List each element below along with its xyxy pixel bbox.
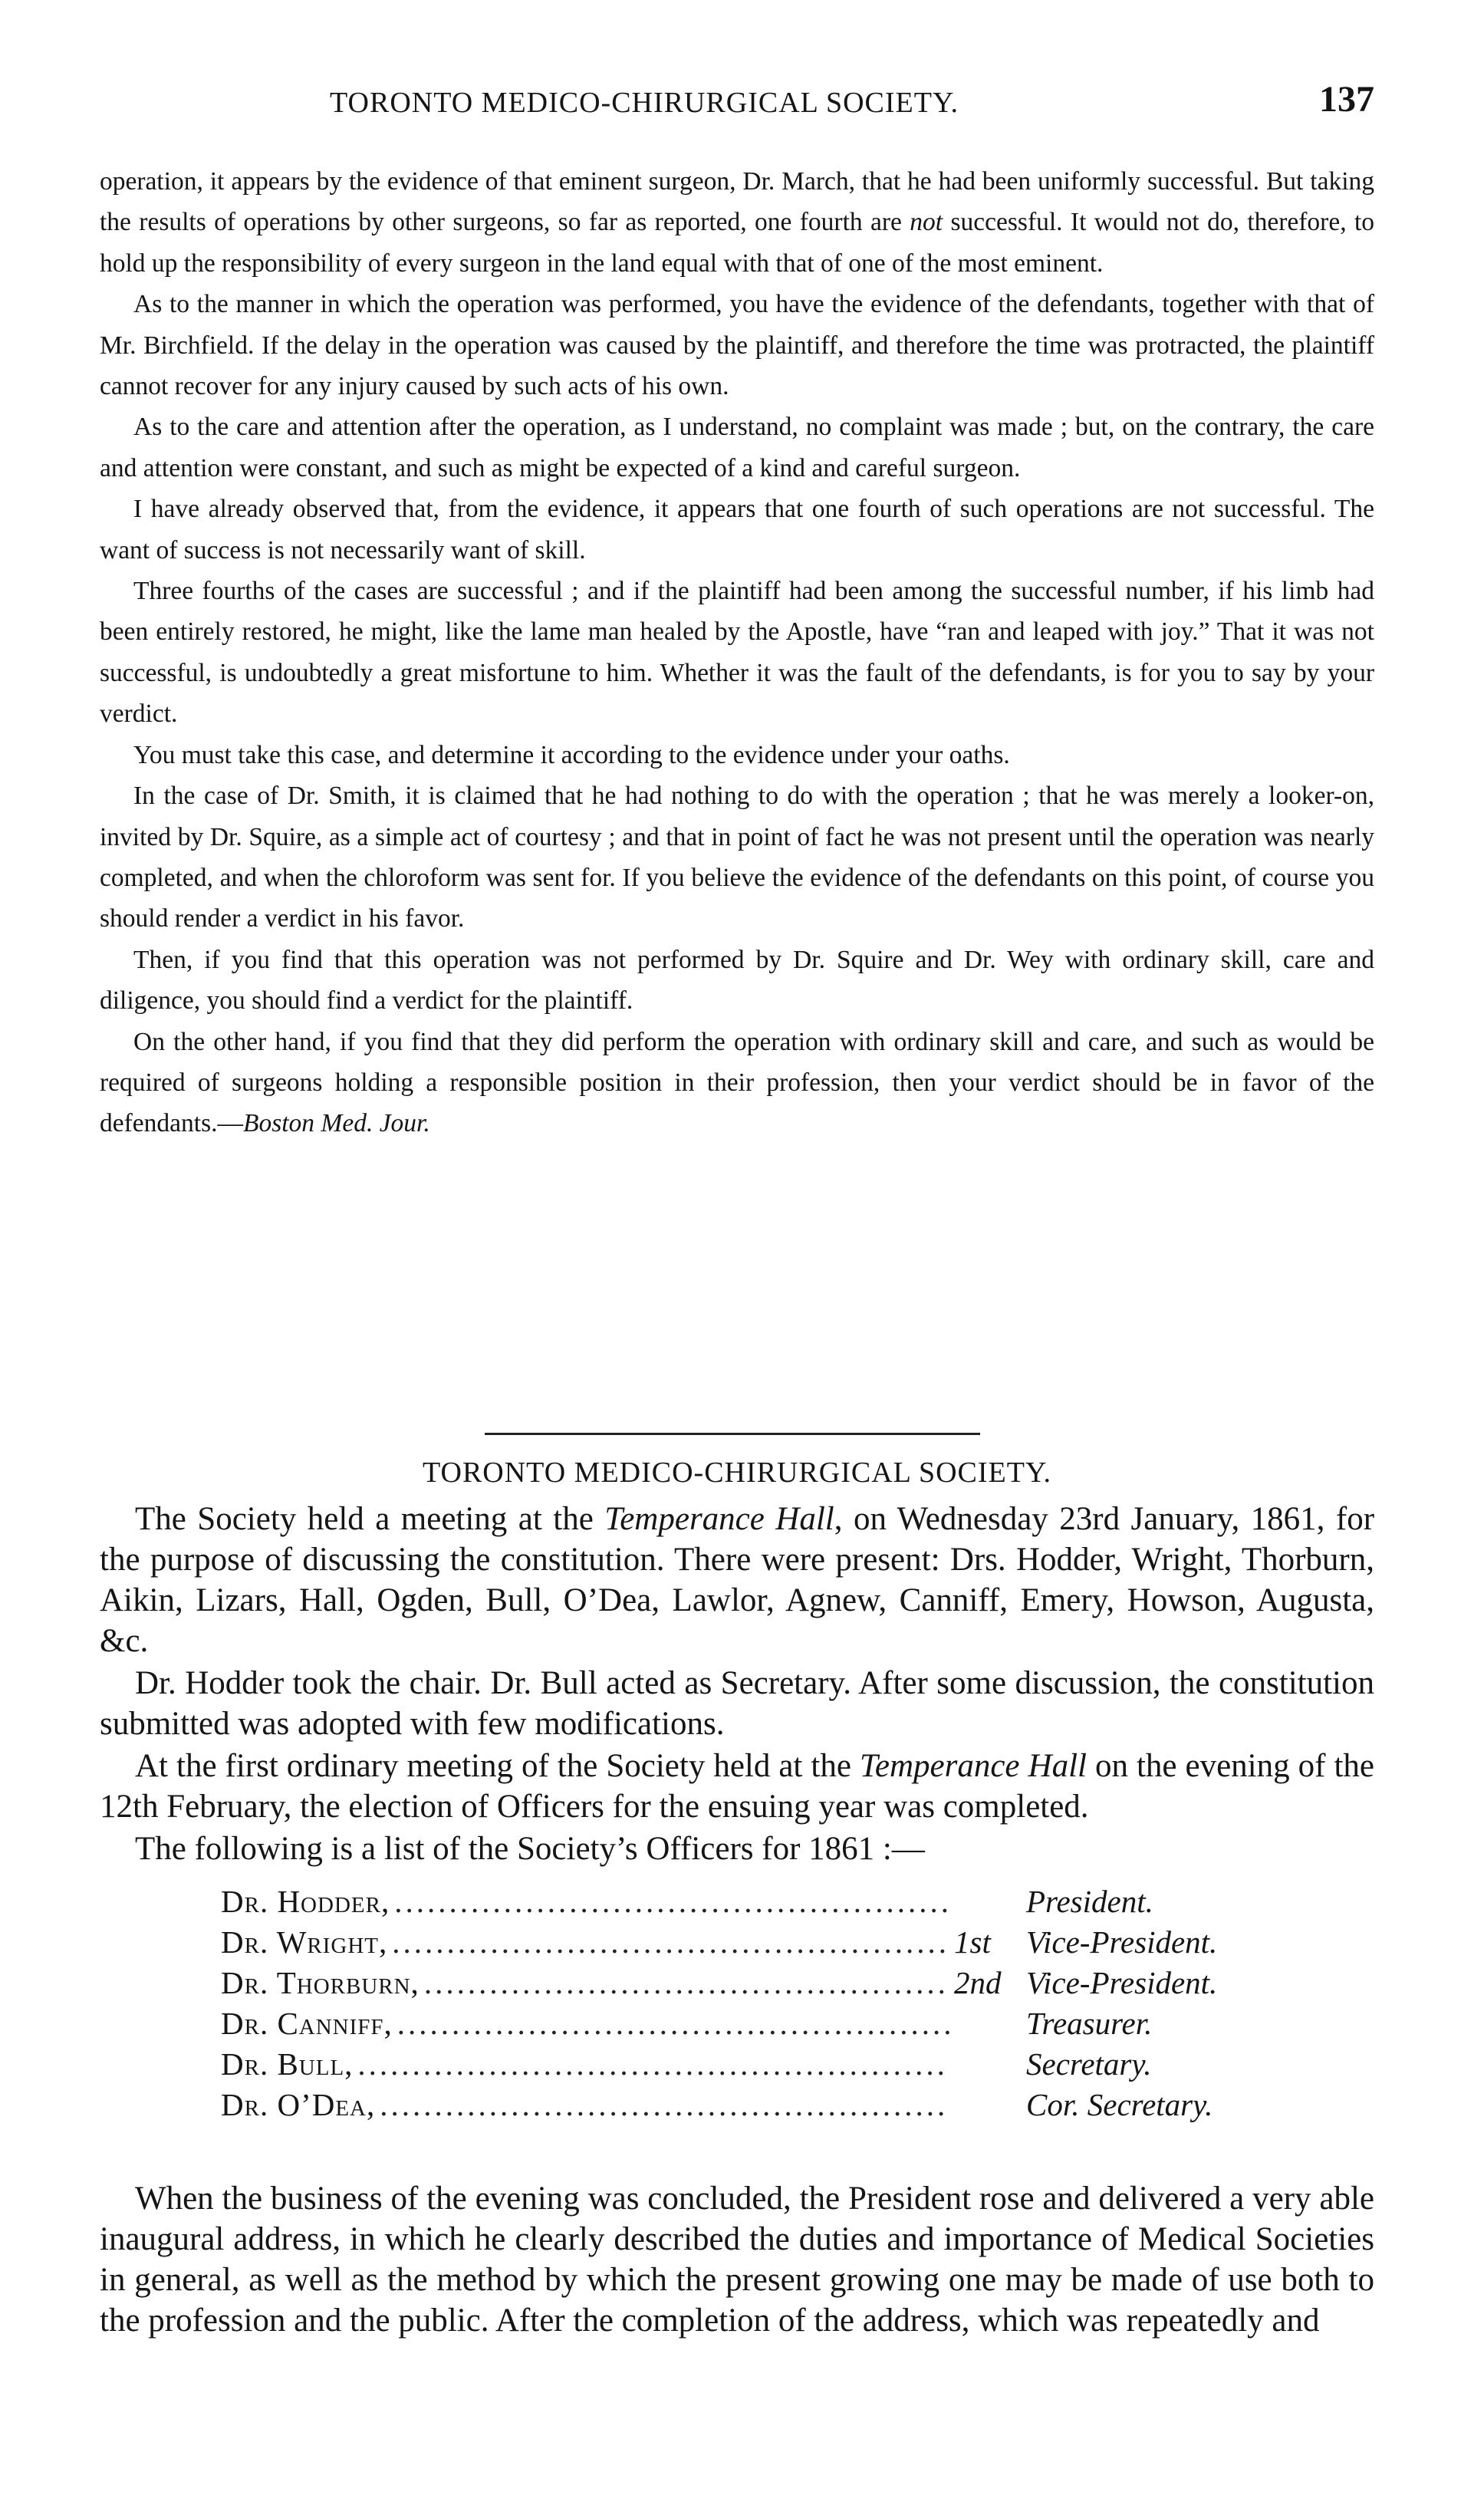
officers-list	[221, 1883, 1279, 2127]
paragraph: In the case of Dr. Smith, it is claimed that he had nothing to do with the operation ; that he was merely a looker-on, invited by Dr. Squire, as a simple act of courtesy ; and that in point of fact he was not present until the operation was nearly completed, and when the chloroform was sent for. If you believe the evidence of the defendants on this point, of course you should render a verdict in his favor.	[100, 782, 1374, 933]
officer-name: Dr. O’Dea,	[221, 2087, 376, 2122]
paragraph: operation, it appears by the evidence of that eminent surgeon, Dr. March, that he had been uniformly successful. But taking the results of operations by other surgeons, so far as reported, one fourth are not successful. It would not do, therefore, to hold up the responsibility of every surgeon in the land equal with that of one of the most eminent.	[100, 167, 1375, 278]
paragraph-text: On the other hand, if you find that they did perform the operation with ordinary skill and care, and such as would be required of surgeons holding a responsible position in their profession, then your verdict should be in favor of the defendants.—	[100, 1027, 1374, 1138]
paragraph: Then, if you find that this operation was not performed by Dr. Squire and Dr. Wey with ordinary skill, care and diligence, you should find a verdict for the plaintiff.	[100, 945, 1374, 1015]
paragraph: The following is a list of the Society’s Officers for 1861 :—	[135, 1831, 925, 1867]
venue-name: Temperance Hall	[604, 1501, 834, 1537]
officer-row	[221, 1924, 1279, 1964]
dot-leader	[392, 1924, 949, 1960]
officer-ordinal: 2nd	[954, 1965, 1002, 2000]
officer-office: Treasurer.	[1026, 2006, 1153, 2041]
officer-row	[221, 1883, 1279, 1924]
officer-name: Dr. Hodder,	[221, 1884, 390, 1919]
paragraph: When the business of the evening was concluded, the President rose and delivered a very able inaugural address, in which he clearly described the duties and importance of Medical Societies in general, as well as the method by which the present growing one may be made of use both to the profession and the public. After the completion of the address, which was repeatedly and	[100, 2181, 1374, 2339]
page-number: 137	[1319, 79, 1374, 120]
officer-office: Cor. Secretary.	[1026, 2087, 1213, 2122]
officer-office: Secretary.	[1026, 2046, 1152, 2082]
paragraph: Dr. Hodder took the chair. Dr. Bull acted as Secretary. After some discussion, the constitution submitted was adopted with few modifications.	[100, 1665, 1374, 1742]
venue-name: Temperance Hall	[859, 1748, 1087, 1784]
paragraph: At the first ordinary meeting of the Society held at the Temperance Hall on the evening of the 12th February, the election of Officers for the ensuing year was completed.	[100, 1748, 1374, 1825]
closing-paragraph-block	[100, 2178, 1374, 2341]
dot-leader	[394, 1883, 949, 1920]
source-citation: Boston Med. Jour.	[242, 1109, 430, 1138]
paragraph: As to the manner in which the operation was performed, you have the evidence of the defendants, together with that of Mr. Birchfield. If the delay in the operation was caused by the plaintiff, and therefore the time was protracted, the plaintiff cannot recover for any injury caused by such acts of his own.	[100, 290, 1374, 401]
officer-row	[221, 2086, 1279, 2127]
paragraph: As to the care and attention after the operation, as I understand, no complaint was made ; but, on the contrary, the care and attention were constant, and such as might be expected of a kind and careful surgeon.	[100, 413, 1374, 482]
section-heading: TORONTO MEDICO-CHIRURGICAL SOCIETY.	[422, 1457, 1051, 1489]
society-report	[100, 1499, 1374, 1869]
officer-name: Dr. Bull,	[221, 2046, 354, 2082]
dot-leader	[380, 2086, 949, 2123]
running-title: TORONTO MEDICO-CHIRURGICAL SOCIETY.	[330, 87, 959, 119]
officer-name: Dr. Wright,	[221, 1924, 388, 1960]
officer-row	[221, 2005, 1279, 2046]
officer-row	[221, 1964, 1279, 2005]
officer-row	[221, 2046, 1279, 2086]
paragraph: Three fourths of the cases are successful ; and if the plaintiff had been among the successful number, if his limb had been entirely restored, he might, like the lame man healed by the Apostle, have “ran and leaped with joy.” That it was not successful, is undoubtedly a great misfortune to him. Whether it was the fault of the defendants, is for you to say by your verdict.	[100, 577, 1374, 729]
paragraph: The Society held a meeting at the Temperance Hall, on Wednesday 23rd January, 1861, for the purpose of discussing the constitution. There were present: Drs. Hodder, Wright, Thorburn, Aikin, Lizars, Hall, Ogden, Bull, O’Dea, Lawlor, Agnew, Canniff, Emery, Howson, Augusta, &c.	[100, 1501, 1375, 1659]
section-divider	[485, 1433, 980, 1435]
paragraph: I have already observed that, from the evidence, it appears that one fourth of such operations are not successful. The want of success is not necessarily want of skill.	[100, 495, 1374, 565]
paragraph	[100, 1022, 1374, 1144]
dot-leader	[424, 1964, 949, 2001]
paragraph: You must take this case, and determine it according to the evidence under your oaths.	[133, 740, 1010, 769]
officer-office: Vice-President.	[1026, 1965, 1218, 2000]
officer-office: President.	[1026, 1884, 1153, 1919]
officer-name: Dr. Canniff,	[221, 2006, 393, 2041]
officer-office: Vice-President.	[1026, 1924, 1218, 1960]
officer-ordinal: 1st	[954, 1924, 991, 1960]
officer-name: Dr. Thorburn,	[221, 1965, 420, 2000]
article-continuation	[100, 161, 1374, 1144]
dot-leader	[357, 2046, 949, 2082]
dot-leader	[397, 2005, 949, 2042]
running-head	[100, 75, 1374, 129]
